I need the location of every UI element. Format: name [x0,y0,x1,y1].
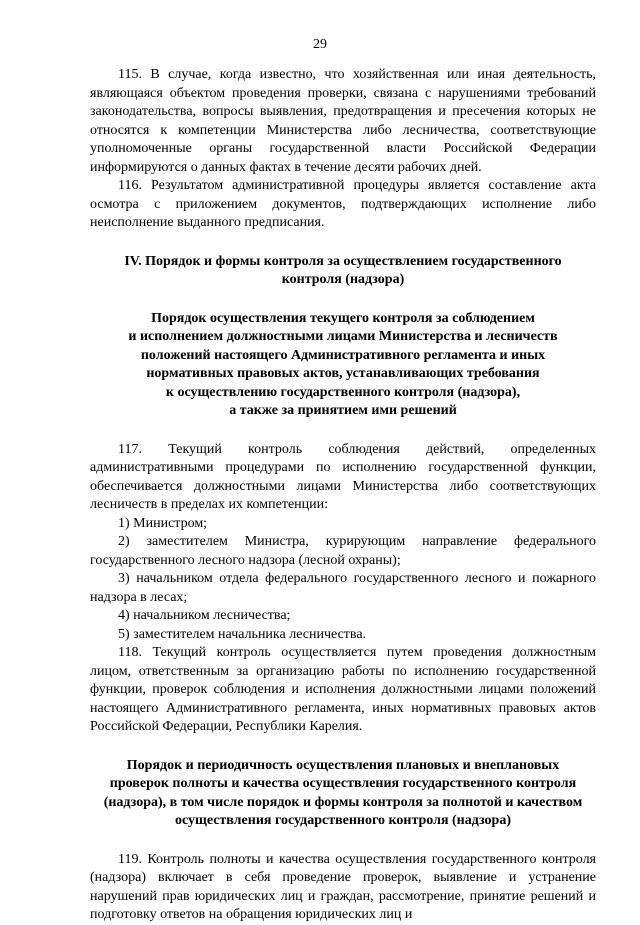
subheading-inspections [90,757,596,831]
list-item: 2) заместителем Министра, курирующим направление федерального государственного лесного надзора (лесной охраны); [90,534,596,568]
paragraph-117: 117. Текущий контроль соблюдения действий, определенных административными процедурами по исполнению государственной функции, обеспечивается должностными лицами Министерства либо соответствующих лесничеств в пределах их компетенции: [90,441,596,512]
subheading-line: нормативных правовых актов, устанавливающих требования [146,366,540,381]
subheading-line: а также за принятием ими решений [229,403,457,418]
subheading-line: проверок полноты и качества осуществления государственного контроля [109,776,577,791]
paragraph-116: 116. Результатом административной процедуры является составление акта осмотра с приложением документов, подтверждающих исполнение либо неисполнение выданного предписания. [90,178,596,230]
subheading-line: осуществления государственного контроля (надзора) [174,813,511,828]
subheading-current-control [90,310,596,421]
page-number: 29 [313,37,327,52]
section-heading-line: контроля (надзора) [281,272,405,287]
section-heading-line: IV. Порядок и формы контроля за осуществлением государственного [124,253,562,269]
subheading-line: и исполнением должностными лицами Министерства и лесничеств [128,329,558,344]
document-body [90,66,596,925]
list-item: 3) начальником отдела федерального государственного лесного и пожарного надзора в лесах; [90,571,596,605]
subheading-line: Порядок и периодичность осуществления плановых и внеплановых [126,757,560,773]
section-heading [90,253,596,290]
subheading-line: Порядок осуществления текущего контроля за соблюдением [151,310,535,326]
list-item: 4) начальником лесничества; [118,608,291,623]
subheading-line: положений настоящего Административного регламента и иных [140,347,546,363]
subheading-line: к осуществлению государственного контроля (надзора), [165,384,521,400]
subheading-line: (надзора), в том числе порядок и формы контроля за полнотой и качеством [103,794,583,810]
paragraph-119: 119. Контроль полноты и качества осуществления государственного контроля (надзора) включает в себя проведение проверок, выявление и устранение нарушений прав юридических лиц и граждан, рассмотрение, принятие решений и подготовку ответов на обращения юридических лиц и [90,851,596,922]
paragraph-118: 118. Текущий контроль осуществляется путем проведения должностным лицом, ответственным за организацию работы по исполнению государственной функции, проверок соблюдения и исполнения должностными лицами положений настоящего Административного регламента, иных нормативных правовых актов Российской Федерации, Республики Карелия. [90,645,596,734]
paragraph-115: 115. В случае, когда известно, что хозяйственная или иная деятельность, являющаяся объектом проведения проверки, связана с нарушениями требований законодательства, вопросы выявления, предотвращения и пресечения которых не относятся к компетенции Министерства либо лесничества, соответствующие уполномоченные органы государственной власти Российской Федерации информируются о данных фактах в течение десяти рабочих дней. [90,67,596,175]
list-item: 5) заместителем начальника лесничества. [118,626,367,642]
list-item: 1) Министром; [118,515,208,531]
